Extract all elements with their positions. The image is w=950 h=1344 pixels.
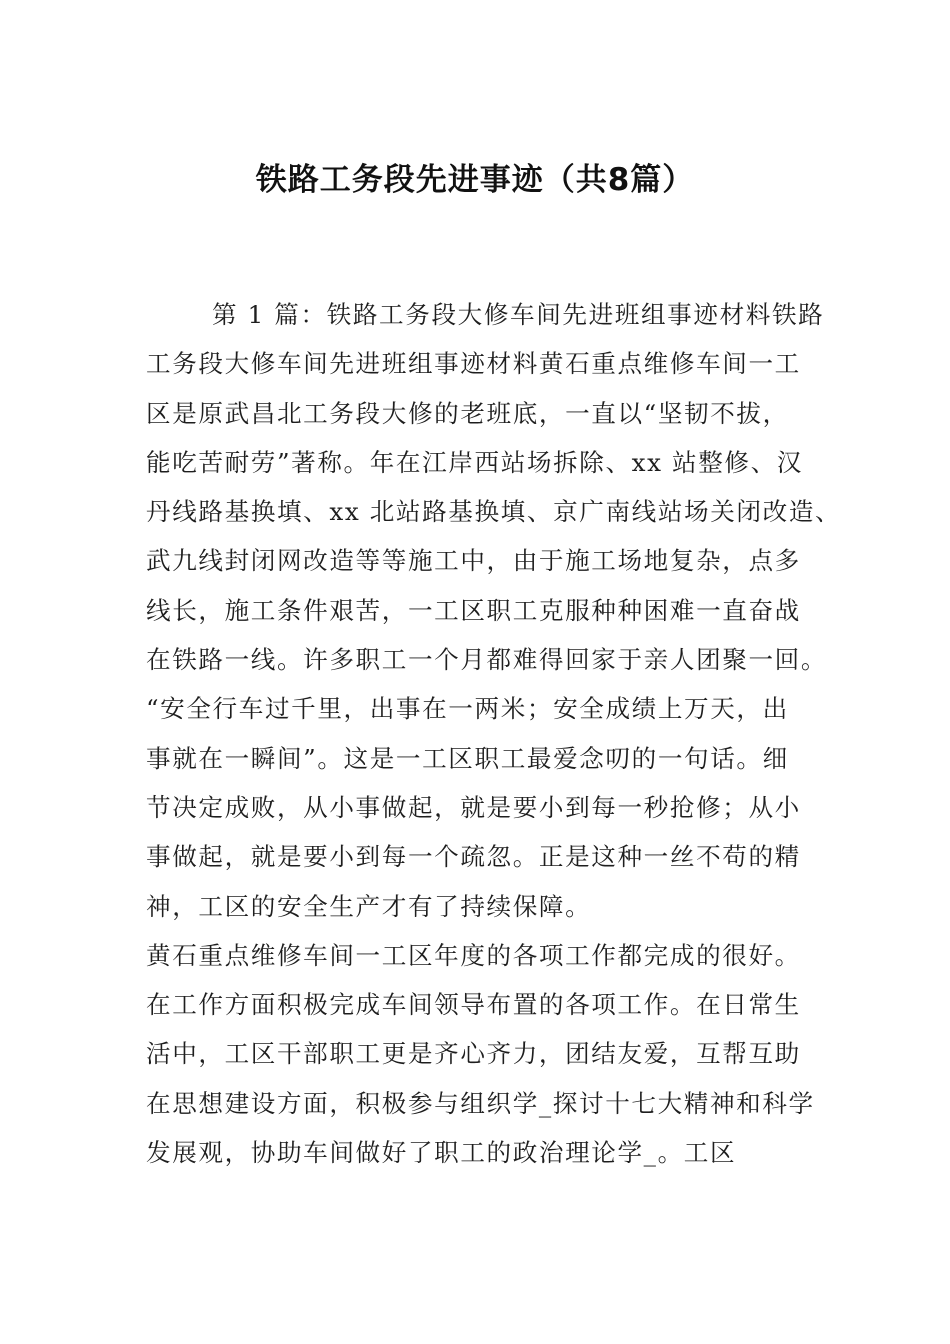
body-line: 在铁路一线。许多职工一个月都难得回家于亲人团聚一回。 bbox=[146, 645, 828, 675]
body-line: 黄石重点维修车间一工区年度的各项工作都完成的很好。 bbox=[146, 940, 801, 970]
body-line: “安全行车过千里，出事在一两米；安全成绩上万天，出 bbox=[146, 694, 789, 724]
body-line: 武九线封闭网改造等等施工中，由于施工场地复杂，点多 bbox=[146, 546, 801, 576]
document-body bbox=[146, 290, 842, 1177]
document-title: 铁路工务段先进事迹（共8篇） bbox=[255, 162, 695, 198]
body-line: 节决定成败，从小事做起，就是要小到每一秒抢修；从小 bbox=[146, 792, 801, 822]
body-line: 第 1 篇：铁路工务段大修车间先进班组事迹材料铁路 bbox=[212, 300, 825, 329]
body-line: 工务段大修车间先进班组事迹材料黄石重点维修车间一工 bbox=[146, 349, 801, 379]
body-line: 活中，工区干部职工更是齐心齐力，团结友爱，互帮互助 bbox=[146, 1039, 801, 1069]
body-line: 在思想建设方面，积极参与组织学_探讨十七大精神和科学 bbox=[146, 1088, 815, 1118]
body-line: 事就在一瞬间”。这是一工区职工最爱念叨的一句话。细 bbox=[146, 743, 789, 773]
body-line: 神，工区的安全生产才有了持续保障。 bbox=[146, 891, 592, 921]
body-line: 事做起，就是要小到每一个疏忽。正是这种一丝不苟的精 bbox=[146, 842, 801, 872]
body-line: 在工作方面积极完成车间领导布置的各项工作。在日常生 bbox=[146, 990, 801, 1020]
body-line: 区是原武昌北工务段大修的老班底，一直以“坚韧不拔， bbox=[146, 398, 789, 428]
body-line: 丹线路基换填、xx 北站路基换填、京广南线站场关闭改造、 bbox=[146, 497, 842, 527]
body-line: 能吃苦耐劳”著称。年在江岸西站场拆除、xx 站整修、汉 bbox=[146, 447, 803, 477]
body-line: 线长，施工条件艰苦，一工区职工克服种种困难一直奋战 bbox=[146, 595, 801, 625]
body-line: 发展观，协助车间做好了职工的政治理论学_。工区 bbox=[146, 1138, 737, 1168]
